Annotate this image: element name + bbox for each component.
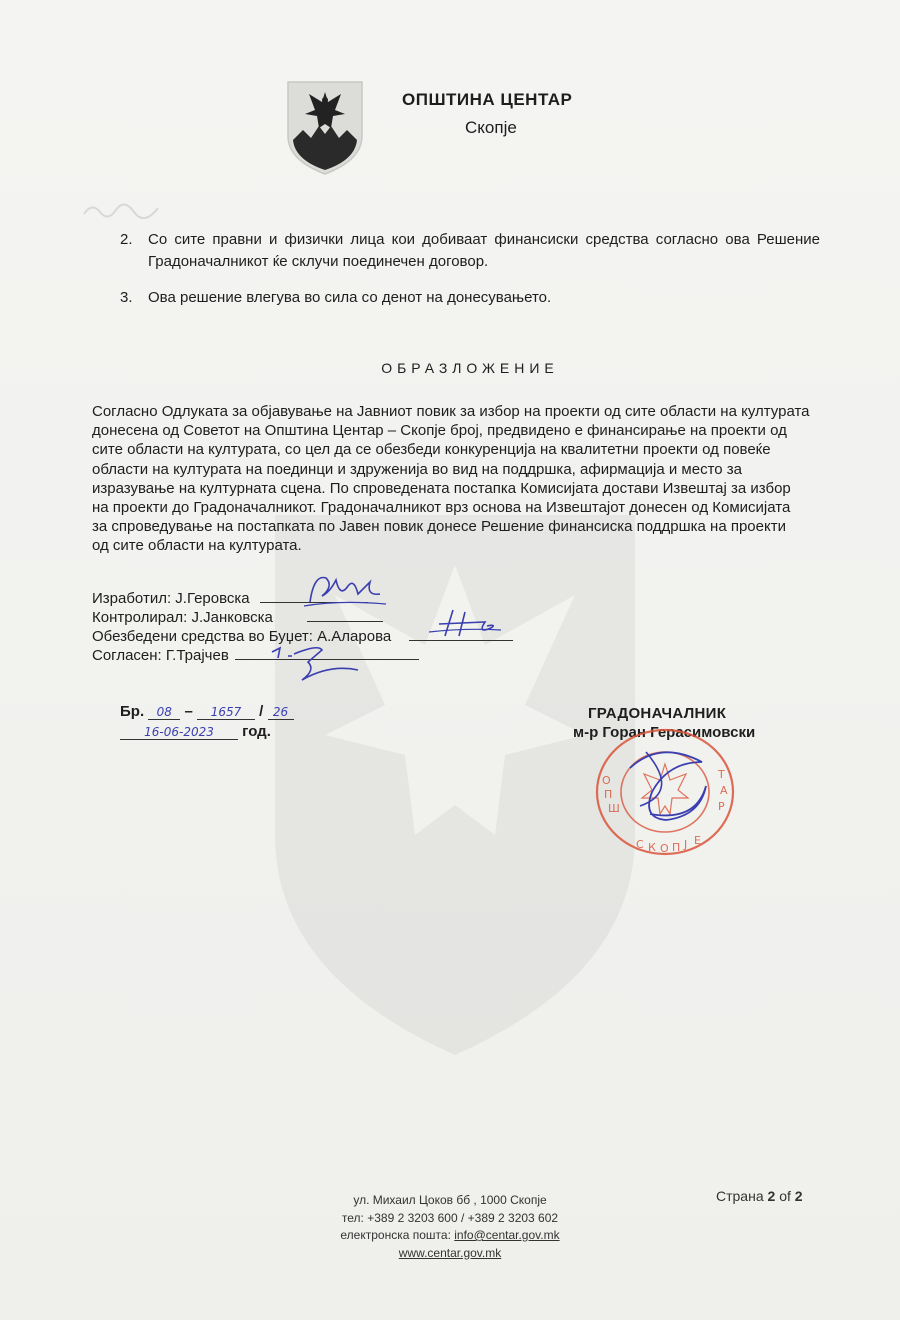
paragraph-line: донесена од Советот на Општина Центар – Скопје број, предвидено е финансирање на проекти од (92, 422, 787, 440)
municipality-logo (285, 78, 365, 176)
svg-text:О: О (660, 842, 669, 855)
footer-email-link[interactable]: info@centar.gov.mk (454, 1228, 560, 1242)
approval-controlled (92, 609, 383, 626)
mayor-name: м-р Горан Герасимовски (573, 724, 756, 741)
approval-controlled-text: Контролирал: Ј.Јанковска (92, 609, 273, 626)
explanation-paragraph (92, 402, 818, 556)
handwritten-signature (268, 640, 364, 684)
organization-name: ОПШТИНА ЦЕНТАР (402, 90, 573, 109)
footer-website-link[interactable]: www.centar.gov.mk (398, 1245, 502, 1260)
svg-text:Т: Т (718, 768, 725, 781)
svg-text:П: П (672, 841, 681, 854)
reference-part-3: 26 (268, 705, 294, 720)
paragraph-line: сите области на културата, со цел да се обезбеди конкуренција на квалитетни проекти од повеќе (92, 441, 771, 459)
reference-year-suffix: год. (242, 723, 271, 740)
reference-part-1: 08 (148, 705, 180, 720)
reference-date (120, 723, 271, 740)
list-item-number: 2. (120, 231, 133, 248)
approval-agreed (92, 647, 419, 664)
list-item-text: Со сите правни и физички лица кои добиваат финансиски средства согласно ова Решение Градоначалникот ќе склучи поединечен договор. (148, 231, 820, 270)
list-item-number: 3. (120, 289, 133, 306)
reference-prefix: Бр. (120, 703, 145, 720)
reference-date-value: 16-06-2023 (120, 725, 238, 740)
page-number-current: 2 (767, 1188, 776, 1204)
svg-text:С: С (636, 838, 644, 851)
list-item (120, 287, 820, 309)
handwritten-signature (300, 566, 390, 610)
official-stamp (590, 722, 740, 862)
reference-dash: – (184, 703, 193, 720)
handwritten-signature (425, 606, 505, 642)
footer-email-line (300, 1227, 600, 1245)
approval-funds-text: Обезбедени средства во Буџет: А.Аларова (92, 628, 392, 645)
explanation-heading: ОБРАЗЛОЖЕНИЕ (381, 360, 559, 376)
approval-prepared-text: Изработил: Ј.Геровска (92, 590, 250, 607)
paragraph-line: за спроведување на постапката по Јавен повик донесе Решение финансиска поддршка на проекти (92, 518, 786, 536)
approval-agreed-text: Согласен: Г.Трајчев (92, 647, 229, 664)
list-item-text: Ова решение влегува во сила со денот на донесувањето. (148, 289, 552, 306)
faint-stamp-mark (82, 198, 162, 220)
mayor-title: ГРАДОНАЧАЛНИК (588, 705, 727, 722)
svg-text:П: П (604, 788, 613, 801)
list-item (120, 229, 820, 273)
footer-contact (300, 1192, 600, 1262)
page-number (716, 1188, 803, 1204)
reference-number (120, 703, 294, 720)
reference-part-2: 1657 (197, 705, 255, 720)
signature-line (307, 609, 383, 622)
organization-city: Скопје (465, 118, 517, 137)
svg-text:А: А (720, 784, 728, 797)
paragraph-line: изразување на културната сцена. По спроведената постапка Комисијата достави Извештај за избор (92, 479, 791, 497)
page-number-label: Страна (716, 1188, 764, 1204)
svg-text:Ј: Ј (684, 838, 688, 851)
svg-text:Е: Е (694, 834, 701, 847)
paragraph-line: области на културата на поединци и здруженија во вид на поддршка, афирмација и место за (92, 460, 743, 478)
footer-email-label: електронска пошта: (340, 1228, 455, 1242)
paragraph-line: на проекти до Градоначалникот. Градоначалникот врз основа на Извештајот донесен од Комисијата (92, 499, 791, 517)
page-number-of: of (779, 1188, 791, 1204)
svg-text:Ш: Ш (608, 802, 620, 815)
footer-phone: тел: +389 2 3203 600 / +389 2 3203 602 (341, 1210, 559, 1225)
footer-address: ул. Михаил Цоков бб , 1000 Скопје (353, 1193, 547, 1207)
reference-slash: / (259, 703, 264, 720)
svg-text:Р: Р (718, 800, 725, 813)
paragraph-line: од сите области на културата. (92, 537, 302, 555)
paragraph-line: Согласно Одлуката за објавување на Јавниот повик за избор на проекти од сите области на културата (92, 403, 810, 420)
svg-text:О: О (602, 774, 611, 787)
page-number-total: 2 (794, 1188, 803, 1204)
svg-text:К: К (648, 841, 656, 854)
